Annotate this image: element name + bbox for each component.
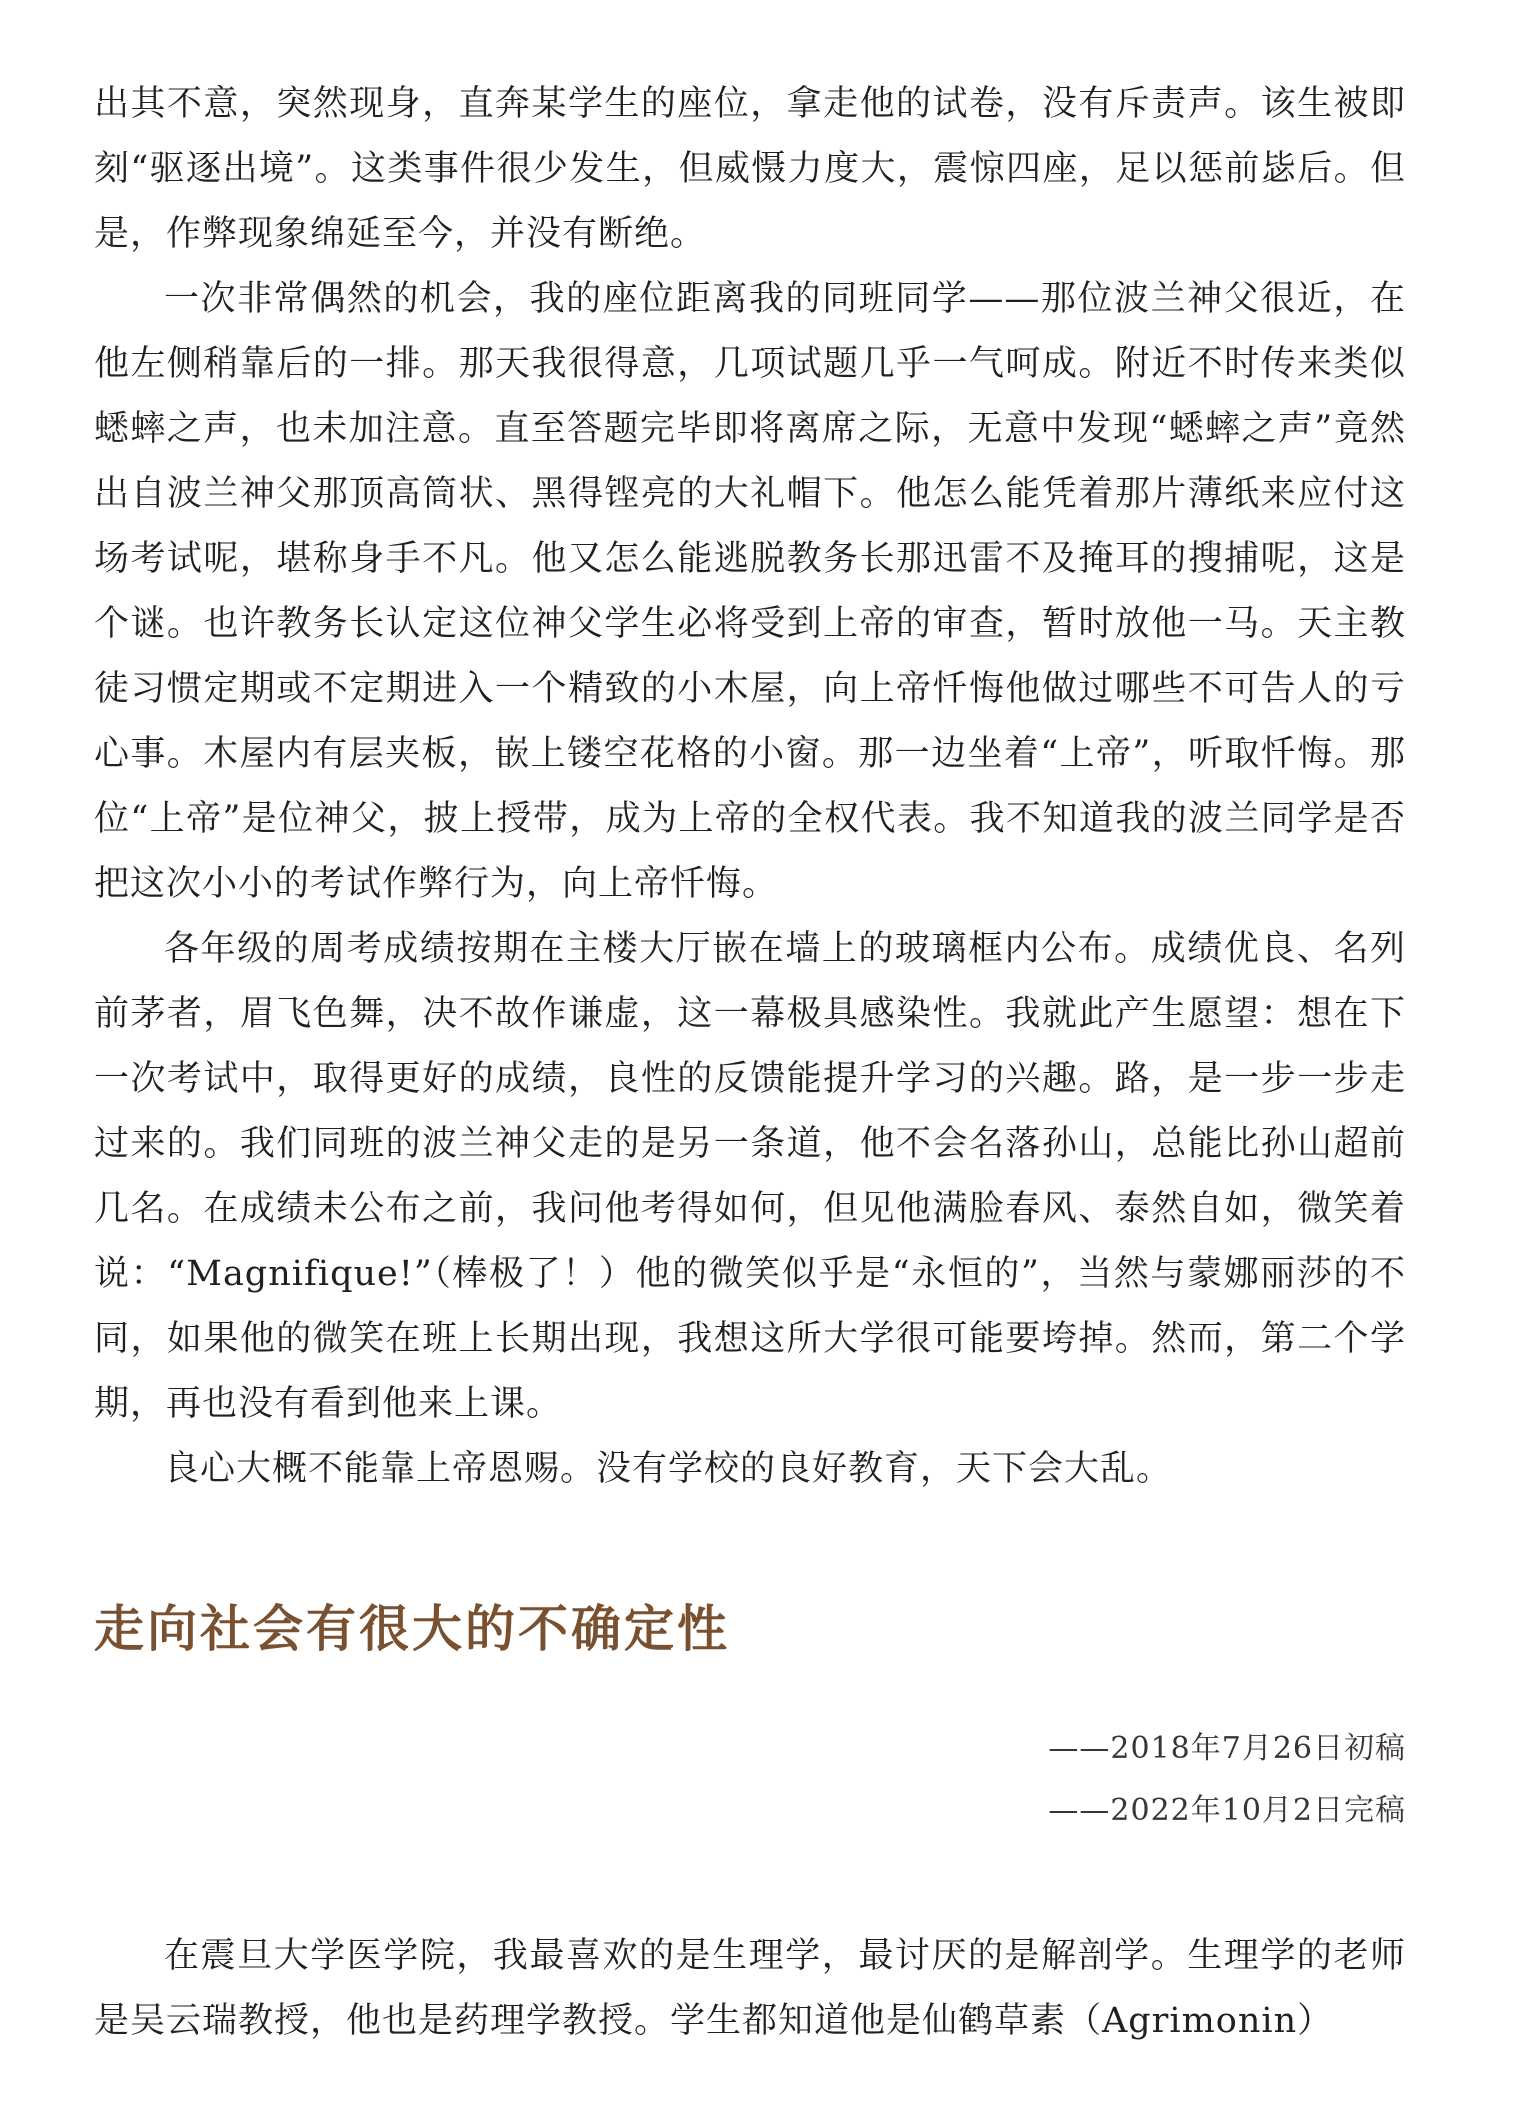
document-page — [94, 72, 1406, 2054]
paragraph-1: 出其不意，突然现身，直奔某学生的座位，拿走他的试卷，没有斥责声。该生被即刻“驱逐出境”。这类事件很少发生，但威慑力度大，震惊四座，足以惩前毖后。但是，作弊现象绵延至今，并没有断绝。 — [94, 84, 1406, 254]
section-title: 走向社会有很大的不确定性 — [94, 1599, 730, 1658]
final-draft-date: ——2022年10月2日完稿 — [1048, 1793, 1406, 1828]
paragraph-2: 一次非常偶然的机会，我的座位距离我的同班同学——那位波兰神父很近，在他左侧稍靠后的一排。那天我很得意，几项试题几乎一气呵成。附近不时传来类似蟋蟀之声，也未加注意。直至答题完毕即将离席之际，无意中发现“蟋蟀之声”竟然出自波兰神父那顶高筒状、黑得铿亮的大礼帽下。他怎么能凭着那片薄纸来应付这场考试呢，堪称身手不凡。他又怎么能逃脱教务长那迅雷不及掩耳的搜捕呢，这是个谜。也许教务长认定这位神父学生必将受到上帝的审查，暂时放他一马。天主教徒习惯定期或不定期进入一个精致的小木屋，向上帝忏悔他做过哪些不可告人的亏心事。木屋内有层夹板，嵌上镂空花格的小窗。那一边坐着“上帝”，听取忏悔。那位“上帝”是位神父，披上授带，成为上帝的全权代表。我不知道我的波兰同学是否把这次小小的考试作弊行为，向上帝忏悔。 — [94, 279, 1406, 904]
paragraph-4: 良心大概不能靠上帝恩赐。没有学校的良好教育，天下会大乱。 — [164, 1449, 1173, 1489]
draft-dates — [94, 1718, 1406, 1842]
section-body-paragraph: 在震旦大学医学院，我最喜欢的是生理学，最讨厌的是解剖学。生理学的老师是吴云瑞教授，他也是药理学教授。学生都知道他是仙鹤草素（Agrimonin） — [94, 1936, 1406, 2041]
first-draft-date: ——2018年7月26日初稿 — [1048, 1731, 1406, 1766]
paragraph-3: 各年级的周考成绩按期在主楼大厅嵌在墙上的玻璃框内公布。成绩优良、名列前茅者，眉飞色舞，决不故作谦虚，这一幕极具感染性。我就此产生愿望：想在下一次考试中，取得更好的成绩，良性的反馈能提升学习的兴趣。路，是一步一步走过来的。我们同班的波兰神父走的是另一条道，他不会名落孙山，总能比孙山超前几名。在成绩未公布之前，我问他考得如何，但见他满脸春风、泰然自如，微笑着说：“Magnifique!”（棒极了！）他的微笑似乎是“永恒的”，当然与蒙娜丽莎的不同，如果他的微笑在班上长期出现，我想这所大学很可能要垮掉。然而，第二个学期，再也没有看到他来上课。 — [94, 929, 1406, 1424]
